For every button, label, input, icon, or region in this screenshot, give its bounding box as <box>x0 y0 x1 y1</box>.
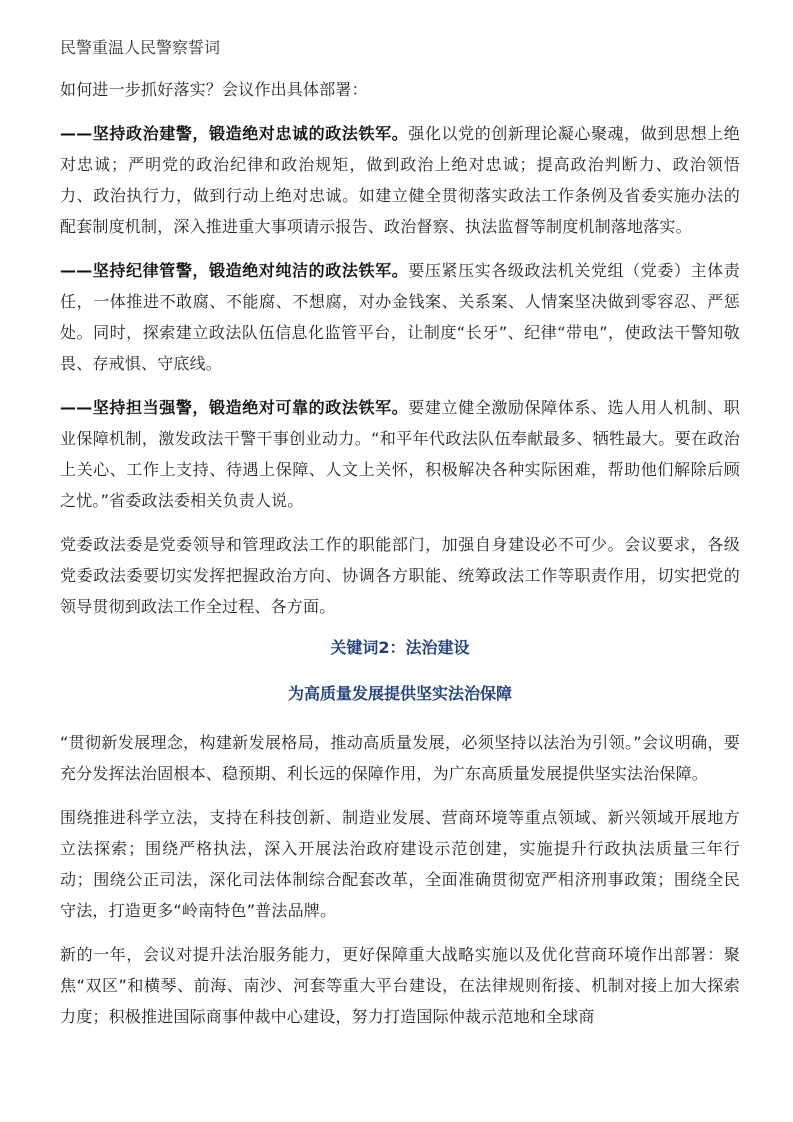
political-text: 强化以党的创新理论凝心聚魂，做到思想上绝对忠诚；严明党的政治纪律和政治规矩，做到政治上绝对忠诚；提高政治判断力、政治领悟力、政治执行力，做到行动上绝对忠诚。如建立健全贯彻落实政法工作条例及省委实施办法的配套制度机制，深入推进重大事项请示报告、政治督察、执法监督等制度机制落地落实。 <box>60 124 740 236</box>
image-caption: 民警重温人民警察誓词 <box>60 38 221 57</box>
responsibility-lead: ——坚持担当强警，锻造绝对可靠的政法铁军。 <box>60 398 409 417</box>
rule-of-law-paragraph <box>60 727 740 789</box>
intro-text: 如何进一步抓好落实？会议作出具体部署： <box>60 80 368 99</box>
discipline-text: 要压紧压实各级政法机关党组（党委）主体责任，一体推进不敢腐、不能腐、不想腐，对办金钱案、关系案、人情案坚决做到零容忍、严惩处。同时，探索建立政法队伍信息化监管平台，让制度“长牙”、纪律“带电”，使政法干警知敬畏、存戒惧、守底线。 <box>60 261 740 373</box>
keyword-heading: 关键词2：法治建设 <box>330 638 470 657</box>
keyword-subheading: 为高质量发展提供坚实法治保障 <box>287 684 512 703</box>
new-year-text: 新的一年，会议对提升法治服务能力，更好保障重大战略实施以及优化营商环境作出部署：聚焦“双区”和横琴、前海、南沙、河套等重大平台建设，在法律规则衔接、机制对接上加大探索力度；积极推进国际商事仲裁中心建设，努力打造国际仲裁示范地和全球商 <box>60 945 740 1026</box>
responsibility-text: 要建立健全激励保障体系、选人用人机制、职业保障机制，激发政法干警干事创业动力。“和平年代政法队伍奉献最多、牺牲最大。要在政治上关心、工作上支持、待遇上保障、人文上关怀，积极解决各种实际困难，帮助他们解除后顾之忧。”省委政法委相关负责人说。 <box>60 398 740 510</box>
responsibility-paragraph <box>60 392 740 516</box>
article-page <box>60 36 740 1045</box>
legislation-text: 围绕推进科学立法，支持在科技创新、制造业发展、营商环境等重点领域、新兴领域开展地方立法探索；围绕严格执法，深入开展法治政府建设示范创建，实施提升行政执法质量三年行动；围绕公正司法，深化司法体制综合配套改革，全面准确贯彻宽严相济刑事政策；围绕全民守法，打造更多“岭南特色”普法品牌。 <box>60 808 740 920</box>
legislation-paragraph <box>60 802 740 926</box>
committee-paragraph <box>60 529 740 622</box>
discipline-lead: ——坚持纪律管警，锻造绝对纯洁的政法铁军。 <box>60 261 409 280</box>
intro-paragraph <box>60 74 740 105</box>
new-year-paragraph <box>60 939 740 1032</box>
political-paragraph <box>60 118 740 242</box>
discipline-paragraph <box>60 255 740 379</box>
committee-text: 党委政法委是党委领导和管理政法工作的职能部门，加强自身建设必不可少。会议要求，各级党委政法委要切实发挥把握政治方向、协调各方职能、统筹政法工作等职责作用，切实把党的领导贯彻到政法工作全过程、各方面。 <box>60 535 740 616</box>
political-lead: ——坚持政治建警，锻造绝对忠诚的政法铁军。 <box>60 124 409 143</box>
rule-of-law-text: “贯彻新发展理念，构建新发展格局，推动高质量发展，必须坚持以法治为引领。”会议明确，要充分发挥法治固根本、稳预期、利长远的保障作用，为广东高质量发展提供坚实法治保障。 <box>60 733 740 783</box>
